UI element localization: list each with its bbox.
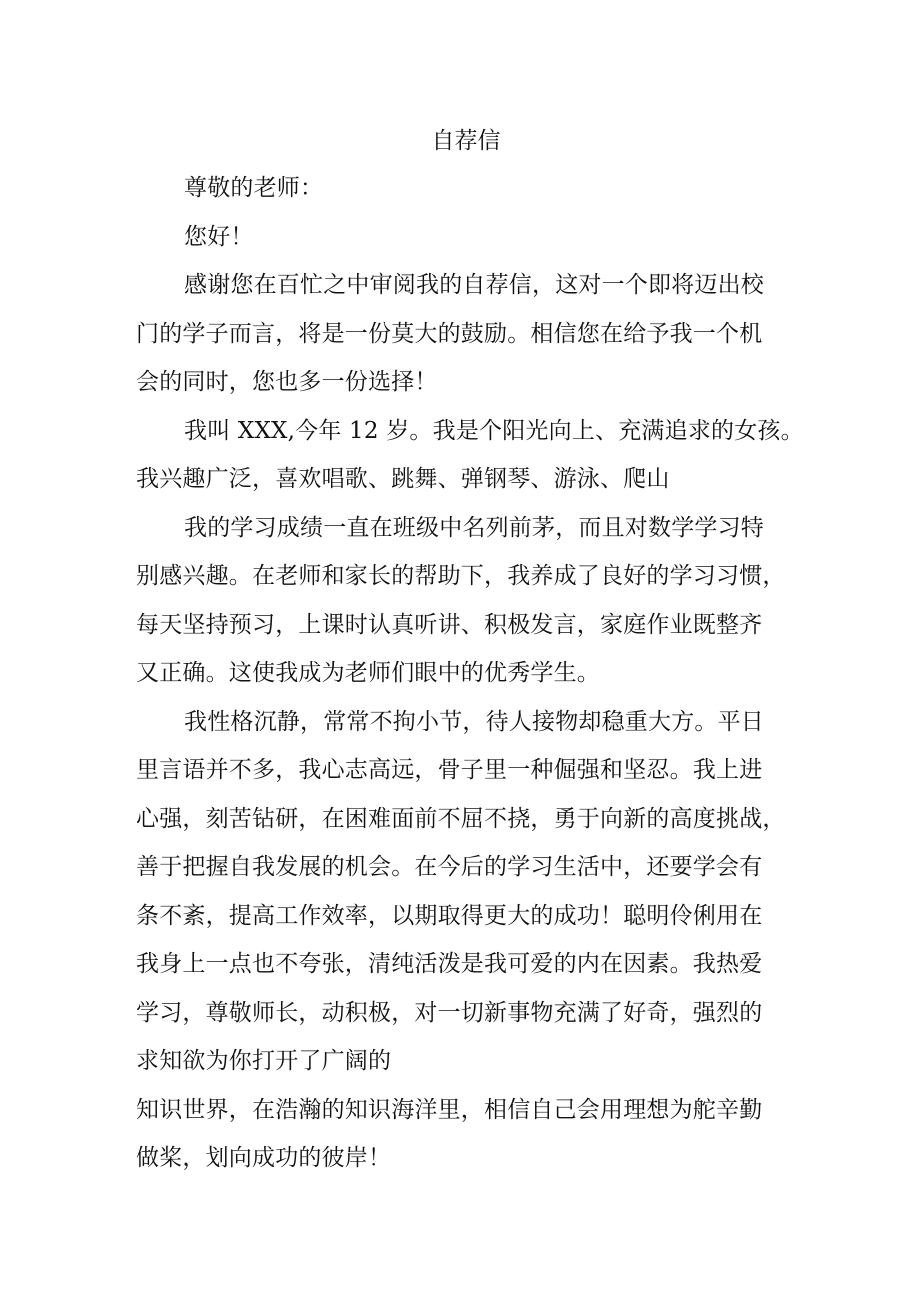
paragraph-4-line-10: 做桨，划向成功的彼岸！: [136, 1145, 392, 1171]
paragraph-2-line-2: 我兴趣广泛，喜欢唱歌、跳舞、弹钢琴、游泳、爬山: [136, 466, 670, 492]
paragraph-3-line-1: 我的学习成绩一直在班级中名列前茅，而且对数学学习特: [184, 514, 764, 541]
paragraph-1-line-3: 会的同时，您也多一份选择！: [136, 369, 438, 395]
salutation: 尊敬的老师：: [184, 175, 324, 201]
paragraph-4-line-4: 善于把握自我发展的机会。在今后的学习生活中，还要学会有: [136, 854, 763, 880]
paragraph-4-line-3: 心强，刻苦钻研，在困难面前不屈不挠，勇于向新的高度挑战，: [136, 805, 786, 832]
paragraph-3-line-2: 别感兴趣。在老师和家长的帮助下，我养成了良好的学习习惯，: [136, 563, 786, 589]
letter-content: [136, 118, 804, 1183]
paragraph-4-line-5: 条不紊，提高工作效率，以期取得更大的成功！聪明伶俐用在: [136, 902, 763, 929]
paragraph-4-line-2: 里言语并不多，我心志高远，骨子里一种倔强和坚忍。我上进: [136, 757, 763, 783]
paragraph-4-line-6: 我身上一点也不夸张，清纯活泼是我可爱的内在因素。我热爱: [136, 951, 763, 977]
paragraph-2-line-1: 我叫 XXX,今年 12 岁。我是个阳光向上、充满追求的女孩。: [184, 417, 804, 444]
greeting: 您好！: [184, 223, 254, 250]
paragraph-4-line-1: 我性格沉静，常常不拘小节，待人接物却稳重大方。平日: [184, 708, 764, 735]
page-title: 自荐信: [431, 128, 501, 154]
paragraph-4-line-7: 学习，尊敬师长，动积极，对一切新事物充满了好奇，强烈的: [136, 999, 763, 1026]
paragraph-1-line-1: 感谢您在百忙之中审阅我的自荐信，这对一个即将迈出校: [184, 272, 764, 298]
paragraph-3-line-3: 每天坚持预习，上课时认真听讲、积极发言，家庭作业既整齐: [136, 611, 763, 638]
paragraph-3-line-4: 又正确。这使我成为老师们眼中的优秀学生。: [136, 660, 600, 686]
paragraph-4-line-8: 求知欲为你打开了广阔的: [136, 1048, 392, 1074]
paragraph-4-line-9: 知识世界，在浩瀚的知识海洋里，相信自己会用理想为舵辛勤: [136, 1096, 763, 1123]
paragraph-1-line-2: 门的学子而言，将是一份莫大的鼓励。相信您在给予我一个机: [136, 320, 763, 347]
